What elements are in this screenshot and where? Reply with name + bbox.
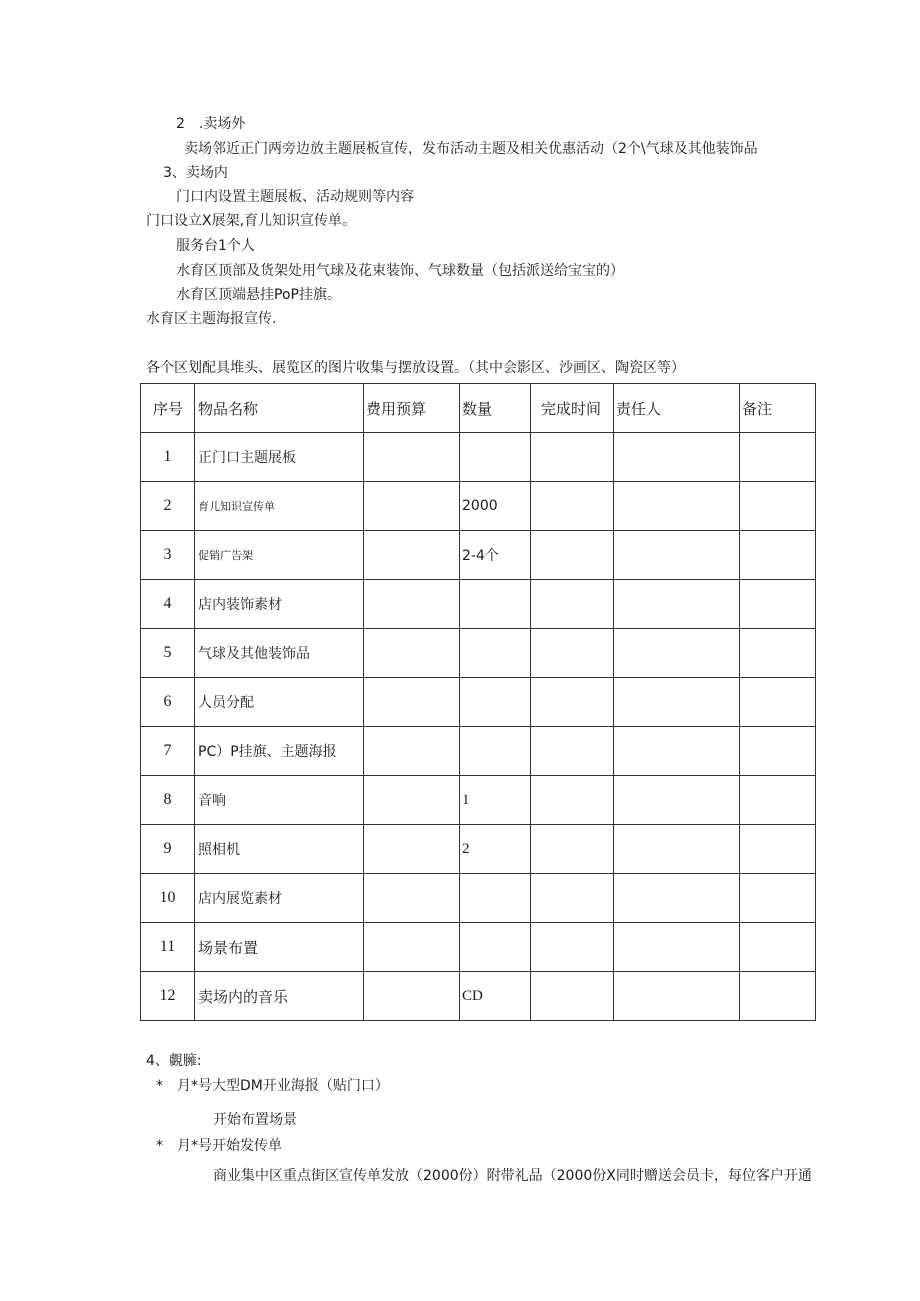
cell-no: 9	[141, 825, 195, 874]
header-remarks: 备注	[740, 384, 816, 433]
cell-qty: 2-4个	[460, 531, 531, 580]
table-header-row	[141, 384, 816, 433]
cell-owner	[614, 629, 740, 678]
cell-time	[531, 776, 614, 825]
cell-time	[531, 727, 614, 776]
cell-note	[740, 727, 816, 776]
cell-qty: 2000	[460, 482, 531, 531]
cell-cost	[364, 825, 460, 874]
table-caption: 各个区划配具堆头、展览区的图片收集与摆放设置。（其中会影区、沙画区、陶瓷区等）	[146, 360, 685, 376]
inside-line: 门口内设置主题展板、活动规则等内容	[176, 189, 414, 205]
table-row	[141, 972, 816, 1021]
cell-qty	[460, 727, 531, 776]
table-row	[141, 433, 816, 482]
cell-no: 4	[141, 580, 195, 629]
cell-time	[531, 531, 614, 580]
cell-note	[740, 580, 816, 629]
cell-cost	[364, 923, 460, 972]
cell-note	[740, 825, 816, 874]
cell-no: 3	[141, 531, 195, 580]
cell-owner	[614, 776, 740, 825]
cell-name: 照相机	[195, 825, 364, 874]
cell-time	[531, 433, 614, 482]
cell-note	[740, 923, 816, 972]
cell-cost	[364, 433, 460, 482]
cell-qty	[460, 923, 531, 972]
cell-qty	[460, 580, 531, 629]
cell-time	[531, 825, 614, 874]
cell-note	[740, 678, 816, 727]
cell-owner	[614, 482, 740, 531]
section-outside-text: 卖场邻近正门两旁边放主题展板宣传，发布活动主题及相关优惠活动（2个\气球及其他装饰品	[184, 141, 758, 157]
cell-cost	[364, 972, 460, 1021]
table-row	[141, 825, 816, 874]
cell-name: 人员分配	[195, 678, 364, 727]
cell-qty	[460, 678, 531, 727]
schedule-item: * 月*号大型DM开业海报（贴门口）	[156, 1078, 389, 1094]
schedule-heading: 4、覷臃:	[146, 1053, 202, 1069]
cell-qty	[460, 433, 531, 482]
table-row	[141, 482, 816, 531]
cell-owner	[614, 825, 740, 874]
cell-time	[531, 629, 614, 678]
cell-time	[531, 678, 614, 727]
cell-name: 场景布置	[195, 923, 364, 972]
cell-no: 10	[141, 874, 195, 923]
cell-owner	[614, 580, 740, 629]
cell-cost	[364, 629, 460, 678]
cell-owner	[614, 972, 740, 1021]
section-inside-heading: 3、卖场内	[163, 165, 228, 181]
cell-cost	[364, 482, 460, 531]
cell-no: 5	[141, 629, 195, 678]
cell-cost	[364, 776, 460, 825]
table-row	[141, 629, 816, 678]
schedule-item: * 月*号开始发传单	[156, 1138, 282, 1154]
cell-owner	[614, 923, 740, 972]
inside-line: 水育区顶部及货架处用气球及花束装饰、气球数量（包括派送给宝宝的）	[176, 263, 624, 279]
section-outside-heading: 2 .卖场外	[176, 116, 246, 132]
cell-no: 8	[141, 776, 195, 825]
cell-owner	[614, 874, 740, 923]
cell-note	[740, 776, 816, 825]
inside-line: 门口设立X展架,育儿知识宣传单。	[146, 213, 357, 229]
cell-owner	[614, 531, 740, 580]
table-row	[141, 580, 816, 629]
cell-note	[740, 972, 816, 1021]
schedule-subitem: 商业集中区重点街区宣传单发放（2000份）附带礼品（2000份X同时赠送会员卡，每位客户开通	[213, 1168, 812, 1184]
cell-no: 11	[141, 923, 195, 972]
cell-note	[740, 531, 816, 580]
cell-note	[740, 874, 816, 923]
cell-cost	[364, 727, 460, 776]
inside-line: 服务台1个人	[176, 238, 255, 254]
cell-time	[531, 482, 614, 531]
table-row	[141, 727, 816, 776]
cell-name: 气球及其他装饰品	[195, 629, 364, 678]
cell-name: 促销广告架	[195, 531, 364, 580]
cell-note	[740, 482, 816, 531]
cell-time	[531, 874, 614, 923]
cell-name: 店内展览素材	[195, 874, 364, 923]
cell-owner	[614, 727, 740, 776]
cell-cost	[364, 874, 460, 923]
cell-name: 店内装饰素材	[195, 580, 364, 629]
header-completion-time: 完成时间	[531, 384, 614, 433]
cell-name: 育儿知识宣传单	[195, 482, 364, 531]
cell-cost	[364, 678, 460, 727]
cell-owner	[614, 433, 740, 482]
inside-line: 水育区顶端悬挂PoP挂旗。	[176, 287, 341, 303]
cell-cost	[364, 531, 460, 580]
cell-no: 6	[141, 678, 195, 727]
table-row	[141, 531, 816, 580]
cell-name: 音响	[195, 776, 364, 825]
cell-no: 7	[141, 727, 195, 776]
header-budget: 费用预算	[364, 384, 460, 433]
table-row	[141, 678, 816, 727]
cell-qty: 2	[460, 825, 531, 874]
cell-cost	[364, 580, 460, 629]
table-row	[141, 874, 816, 923]
cell-name: 正门口主题展板	[195, 433, 364, 482]
cell-note	[740, 433, 816, 482]
table-row	[141, 923, 816, 972]
cell-note	[740, 629, 816, 678]
table-row	[141, 776, 816, 825]
cell-time	[531, 580, 614, 629]
cell-qty: CD	[460, 972, 531, 1021]
header-item-name: 物品名称	[195, 384, 364, 433]
items-table	[140, 383, 816, 1021]
cell-owner	[614, 678, 740, 727]
schedule-subitem: 开始布置场景	[213, 1112, 297, 1128]
cell-qty	[460, 629, 531, 678]
header-quantity: 数量	[460, 384, 531, 433]
cell-time	[531, 972, 614, 1021]
cell-name: 卖场内的音乐	[195, 972, 364, 1021]
cell-qty	[460, 874, 531, 923]
header-owner: 责任人	[614, 384, 740, 433]
cell-qty: 1	[460, 776, 531, 825]
inside-line: 水育区主题海报宣传.	[146, 311, 277, 327]
cell-no: 2	[141, 482, 195, 531]
cell-no: 1	[141, 433, 195, 482]
cell-no: 12	[141, 972, 195, 1021]
cell-name: PC）P挂旗、主题海报	[195, 727, 364, 776]
header-seq: 序号	[141, 384, 195, 433]
cell-time	[531, 923, 614, 972]
